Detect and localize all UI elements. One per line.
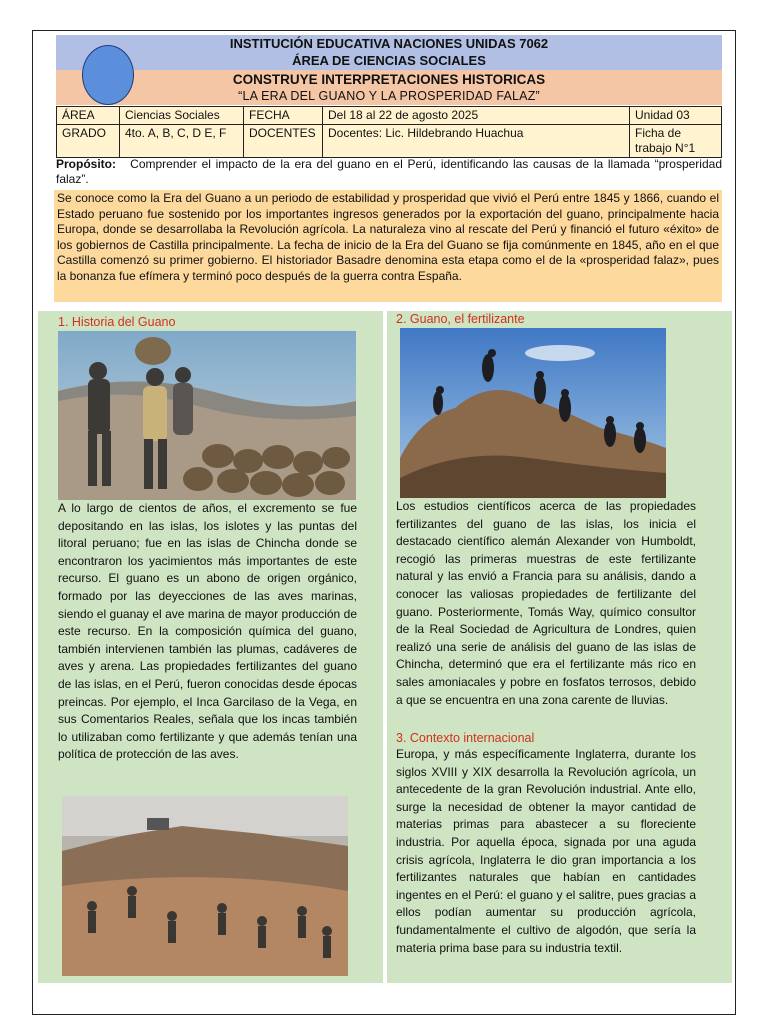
ficha-value: Ficha de trabajo N°1 bbox=[630, 125, 722, 158]
area-title: ÁREA DE CIENCIAS SOCIALES bbox=[56, 53, 722, 70]
section-title-fertilizante: 2. Guano, el fertilizante bbox=[396, 312, 525, 326]
intro-paragraph: Se conoce como la Era del Guano a un periodo de estabilidad y prosperidad que vivió el Perú entre 1845 y 1866, cuando el Estado peruano fue sostenido por los importantes ingresos generados por la exportación del guano, principalmente hacia Europa, donde se desarrollaba la Revolución agrícola. La naturaleza vino al rescate del Perú y financió el futuro «éxito» de los gobiernos de Castilla principalmente. La fecha de inicio de la Era del Guano se fija comúnmente en 1845, año en el que Castilla comenzó su primer gobierno. El historiador Basadre denomina esta etapa como el de la «prosperidad falaz», pues la bonanza fue efímera y terminó poco después de la guerra contra España. bbox=[54, 190, 722, 302]
purpose-text: Comprender el impacto de la era del guano en el Perú, identificando las causas de la llamada “prosperidad falaz”. bbox=[56, 157, 722, 186]
info-table bbox=[56, 106, 722, 158]
grado-label: GRADO bbox=[57, 125, 120, 158]
section-title-contexto: 3. Contexto internacional bbox=[396, 731, 535, 745]
section-text-contexto: Europa, y más específicamente Inglaterra, durante los siglos XVIII y XIX desarrolla la Revolución agrícola, un antecedente de la gran Revolución industrial. Ante ello, surge la necesidad de obtener la mayor cantidad de materias primas para abastecer a su floreciente industria. Por aquella época, signada por una aguda crisis agrícola, Inglaterra le dio gran importancia a los fertilizantes naturales que habían en cantidades ingentes en el Perú: el guano y el salitre, pues gracias a ellos podían aumentar su producción agrícola, fundamentalmente el cultivo de algodón, que sería la materia prima base para su industria textil. bbox=[396, 747, 696, 955]
area-value: Ciencias Sociales bbox=[120, 107, 244, 125]
docentes-label: DOCENTES bbox=[244, 125, 323, 158]
section-title-historia: 1. Historia del Guano bbox=[58, 315, 176, 329]
unidad-value: Unidad 03 bbox=[630, 107, 722, 125]
section-text-fertilizante: Los estudios científicos acerca de las propiedades fertilizantes del guano de las islas, los inicia el destacado científico alemán Alexander von Humboldt, recogió las primeras muestras de este fertilizante natural y las envió a Francia para su análisis, dando a conocer las valiosas propiedades de fertilizante del guano. Posteriormente, Tomás Way, químico consultor de la Real Sociedad de Agricultura de Londres, quien realizó una serie de análisis del guano de las islas de Chincha, determinó que era el fertilizante más rico en sales amoniacales y pobre en fosfatos terrosos, debido a que se encuentra en una zona carente de lluvias. bbox=[396, 499, 696, 707]
purpose-label: Propósito: bbox=[56, 157, 116, 171]
fecha-value: Del 18 al 22 de agosto 2025 bbox=[323, 107, 630, 125]
theme-title: “LA ERA DEL GUANO Y LA PROSPERIDAD FALAZ” bbox=[56, 89, 722, 105]
grado-value: 4to. A, B, C, D E, F bbox=[120, 125, 244, 158]
guanay-birds-image bbox=[400, 328, 666, 498]
section-text-historia: A lo largo de cientos de años, el excremento se fue depositando en las islas, los islotes y las puntas del litoral peruano; fue en las islas de Chincha donde se encontraron los yacimientos más importantes de este recurso. El guano es un abono de origen orgánico, formado por las deyecciones de las aves marinas, siendo el guanay el ave marina de mayor producción de este recurso. En la composición química del guano, también intervienen también las plumas, cadáveres de aves y arena. Las propiedades fertilizantes del guano de las islas, en el Perú, fueron conocidas desde épocas preincas. Por ejemplo, el Inca Garcilaso de la Vega, en sus Comentarios Reales, señala que los incas también lo utilizaban como fertilizante y que además tenían una política de protección de las aves. bbox=[58, 501, 357, 762]
school-logo bbox=[82, 45, 134, 105]
area-label: ÁREA bbox=[57, 107, 120, 125]
purpose bbox=[56, 157, 722, 187]
institution-title: INSTITUCIÓN EDUCATIVA NACIONES UNIDAS 7062 bbox=[56, 35, 722, 53]
activity-title: CONSTRUYE INTERPRETACIONES HISTORICAS bbox=[56, 70, 722, 89]
guano-workers-image bbox=[58, 331, 356, 500]
docentes-value: Docentes: Lic. Hildebrando Huachua bbox=[323, 125, 630, 158]
guano-excavation-image bbox=[62, 796, 348, 976]
fecha-label: FECHA bbox=[244, 107, 323, 125]
